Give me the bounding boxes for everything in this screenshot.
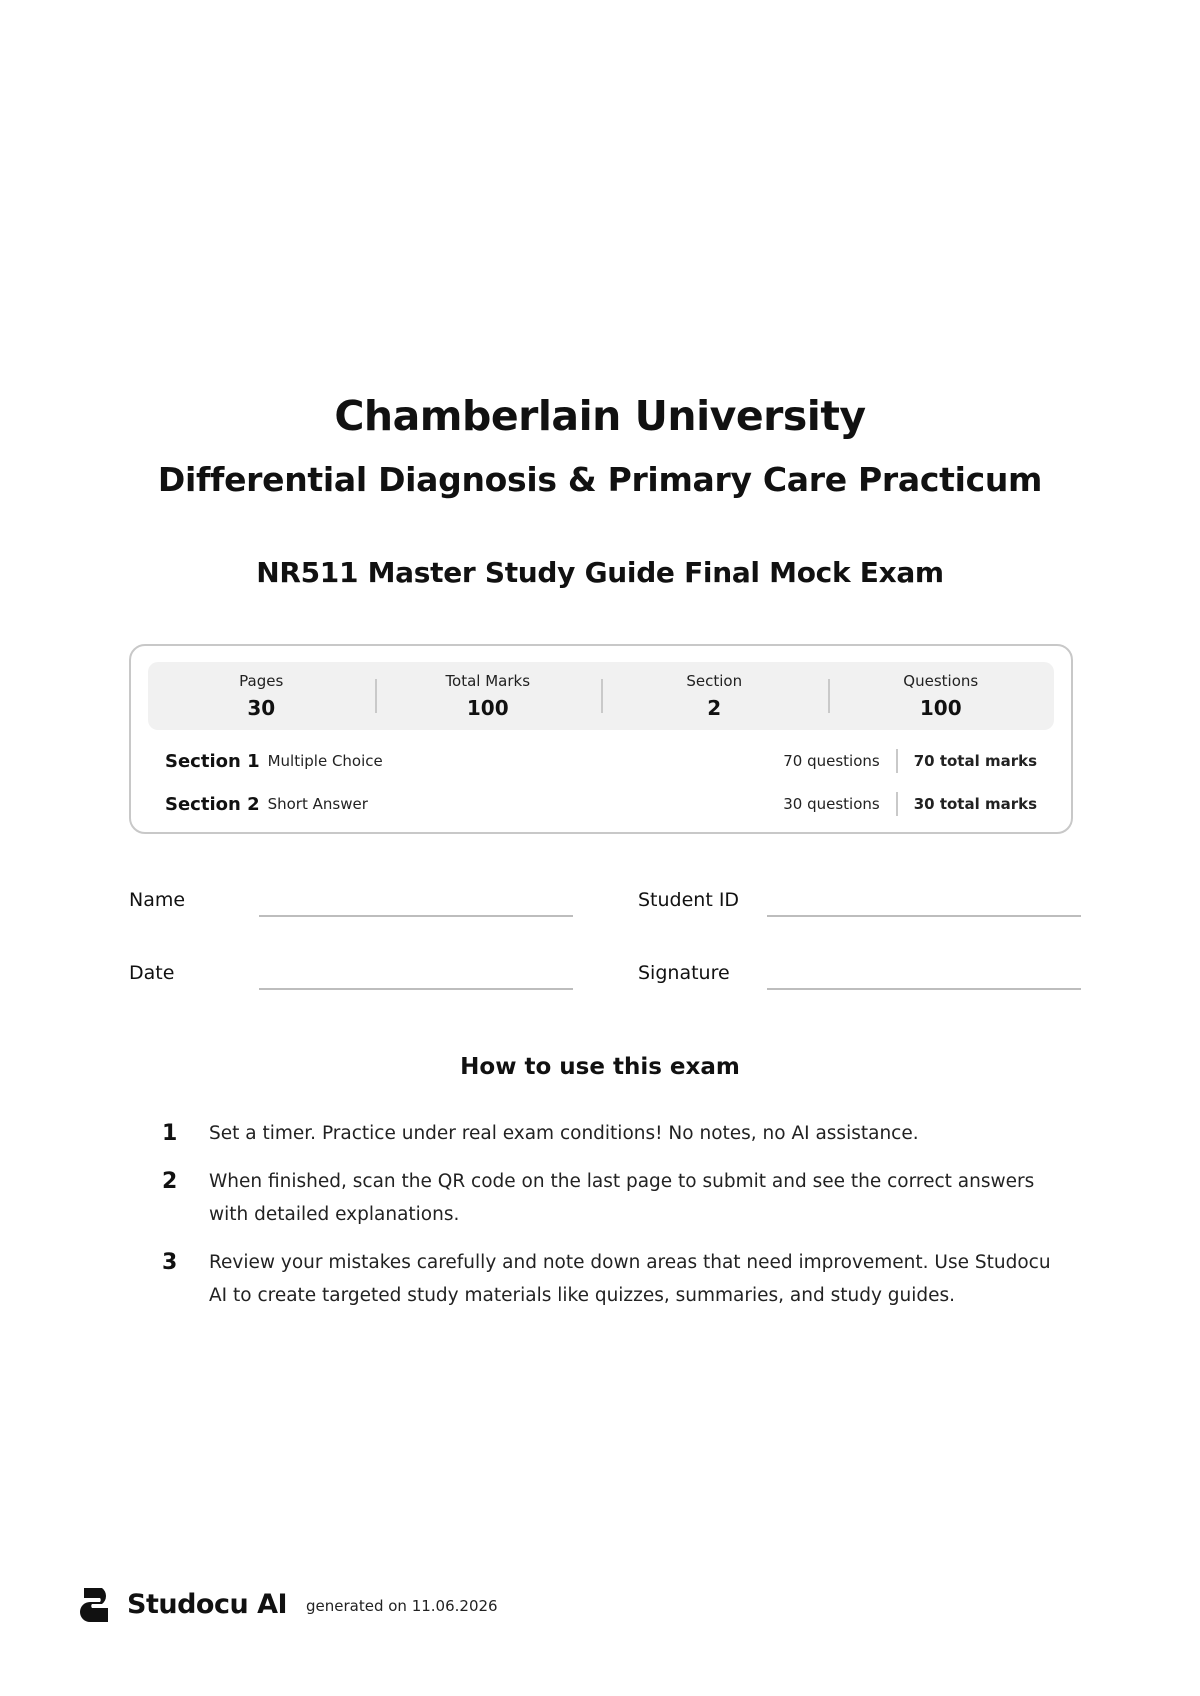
stat-value: 100 bbox=[919, 696, 962, 720]
section-marks: 30 total marks bbox=[913, 795, 1037, 813]
stat-value: 2 bbox=[707, 696, 722, 720]
generated-date: generated on 11.06.2026 bbox=[306, 1597, 498, 1615]
section-row-1 bbox=[165, 746, 1037, 776]
name-label: Name bbox=[129, 889, 186, 911]
exam-summary-box bbox=[129, 644, 1073, 834]
stats-bar bbox=[148, 662, 1054, 730]
student-id-field[interactable] bbox=[767, 915, 1081, 917]
signature-field[interactable] bbox=[767, 988, 1081, 990]
instructions-title: How to use this exam bbox=[460, 1054, 740, 1080]
section-row-2 bbox=[165, 789, 1037, 819]
studocu-logo-icon bbox=[78, 1586, 114, 1624]
section-type: Multiple Choice bbox=[267, 752, 383, 770]
stat-value: 30 bbox=[247, 696, 276, 720]
name-field[interactable] bbox=[259, 915, 573, 917]
date-label: Date bbox=[129, 962, 175, 984]
stat-label: Pages bbox=[239, 672, 284, 690]
stat-label: Questions bbox=[903, 672, 979, 690]
step-text: Review your mistakes carefully and note down areas that need improvement. Use Studocu AI to create targeted study materials like quizzes, summaries, and study guides. bbox=[209, 1252, 1051, 1306]
step-text: Set a timer. Practice under real exam conditions! No notes, no AI assistance. bbox=[209, 1123, 919, 1144]
section-name: Section 2 bbox=[165, 793, 260, 815]
section-type: Short Answer bbox=[267, 795, 368, 813]
step-number: 2 bbox=[162, 1169, 178, 1194]
section-questions: 70 questions bbox=[783, 752, 880, 770]
stat-value: 100 bbox=[466, 696, 509, 720]
exam-title: NR511 Master Study Guide Final Mock Exam bbox=[256, 556, 944, 589]
stat-label: Section bbox=[686, 672, 743, 690]
stat-section bbox=[601, 662, 828, 730]
signature-label: Signature bbox=[638, 962, 730, 984]
section-questions: 30 questions bbox=[783, 795, 880, 813]
step-text: When finished, scan the QR code on the last page to submit and see the correct answers with detailed explanations. bbox=[209, 1171, 1035, 1225]
section-name: Section 1 bbox=[165, 750, 260, 772]
date-field[interactable] bbox=[259, 988, 573, 990]
course-title: Differential Diagnosis & Primary Care Practicum bbox=[157, 460, 1043, 499]
brand-name: Studocu AI bbox=[127, 1589, 288, 1620]
student-id-label: Student ID bbox=[638, 889, 740, 911]
step-number: 3 bbox=[162, 1250, 178, 1275]
stat-label: Total Marks bbox=[445, 672, 531, 690]
step-number: 1 bbox=[162, 1121, 178, 1146]
stat-pages bbox=[148, 662, 375, 730]
section-marks: 70 total marks bbox=[913, 752, 1037, 770]
stat-total-marks bbox=[375, 662, 602, 730]
stat-questions bbox=[828, 662, 1055, 730]
university-title: Chamberlain University bbox=[334, 392, 866, 440]
